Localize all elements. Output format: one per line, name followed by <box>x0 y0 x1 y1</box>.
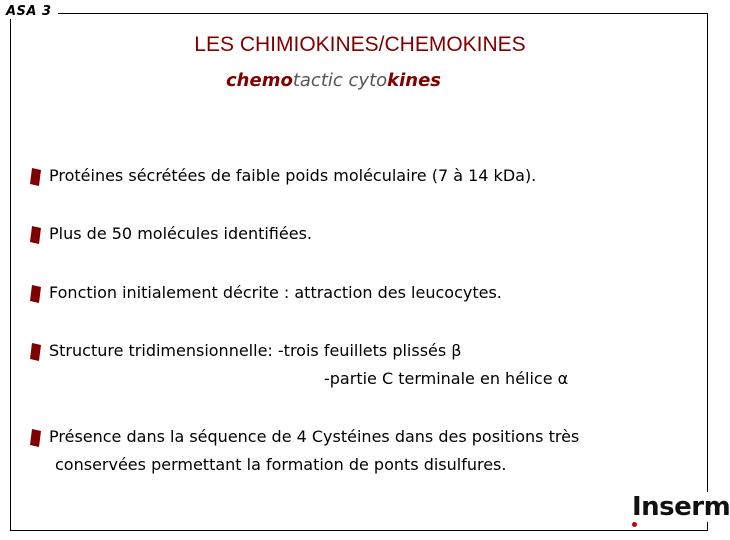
logo-dot-icon <box>632 522 637 527</box>
slide-title: LES CHIMIOKINES/CHEMOKINES <box>194 33 526 56</box>
bullet-text-block <box>49 423 579 479</box>
bullet-marker-icon <box>30 285 41 303</box>
bullet-text-block <box>49 337 568 393</box>
bullet-item-cysteines <box>30 423 579 479</box>
bullet-marker-icon <box>30 226 41 244</box>
bullet-text: Protéines sécrétées de faible poids moléculaire (7 à 14 kDa). <box>49 166 537 185</box>
bullet-item-structure <box>30 337 568 393</box>
slide-label: ASA 3 <box>4 4 58 19</box>
bullet-text: Fonction initialement décrite : attraction des leucocytes. <box>49 283 502 302</box>
bullet-marker-icon <box>30 343 41 361</box>
subtitle-part-tactic: tactic <box>292 70 343 91</box>
bullet-item-proteins <box>30 162 536 190</box>
bullet-text-continuation: conservées permettant la formation de ponts disulfures. <box>55 455 507 474</box>
bullet-text: Plus de 50 molécules identifiées. <box>49 224 312 243</box>
inserm-logo <box>630 492 730 522</box>
subtitle-part-chemo: chemo <box>226 70 293 91</box>
bullet-item-function <box>30 279 502 307</box>
bullet-marker-icon <box>30 429 41 447</box>
bullet-text: Présence dans la séquence de 4 Cystéines dans des positions très <box>49 427 580 446</box>
bullet-text: Structure tridimensionnelle: -trois feuillets plissés β <box>49 341 462 360</box>
bullet-item-molecules <box>30 220 312 248</box>
subtitle-part-kines: kines <box>387 70 442 91</box>
subtitle-part-cyto: cyto <box>348 70 388 91</box>
slide-subtitle <box>226 70 441 91</box>
bullet-marker-icon <box>30 168 41 186</box>
bullet-text-continuation: -partie C terminale en hélice α <box>324 369 569 388</box>
logo-text: Inserm <box>632 492 730 522</box>
